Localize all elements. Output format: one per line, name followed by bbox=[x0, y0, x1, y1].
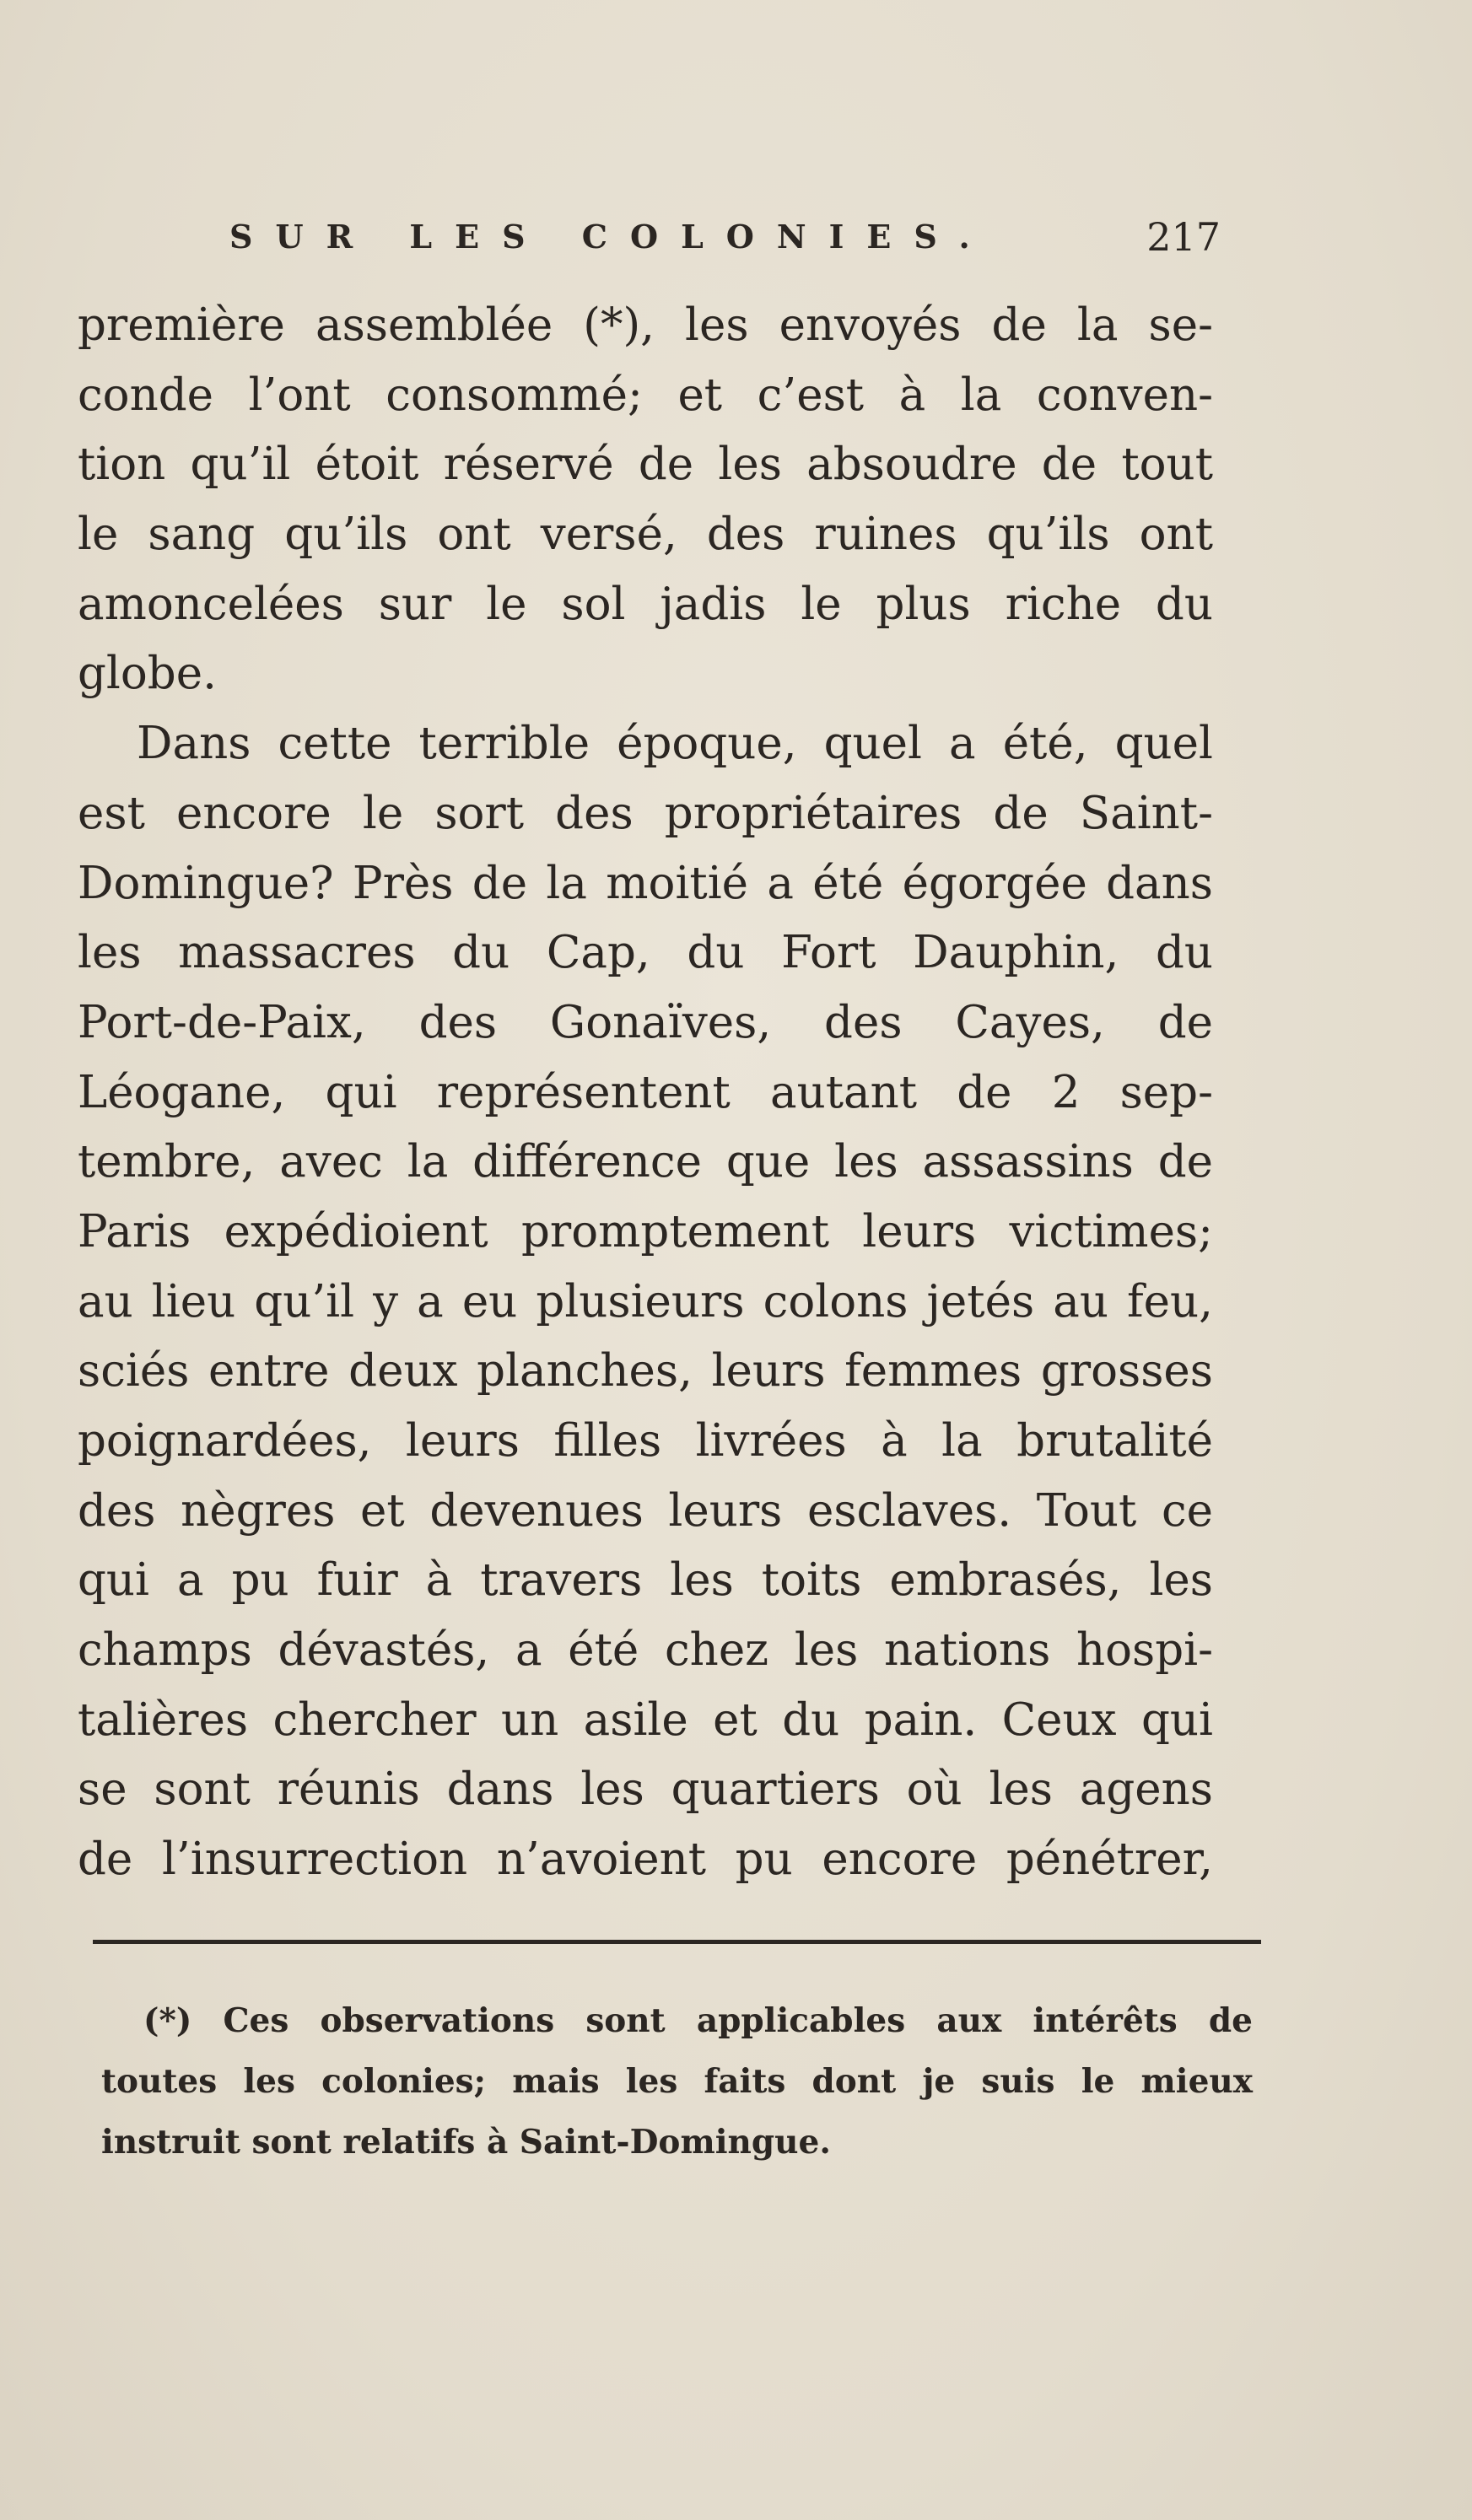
text-line: amoncelées sur le sol jadis le plus riche du bbox=[78, 578, 1213, 630]
text-line: au lieu qu’il y a eu plusieurs colons jetés au feu, bbox=[78, 1275, 1213, 1327]
running-title: SUR LES COLONIES. bbox=[229, 218, 993, 256]
text-line: les massacres du Cap, du Fort Dauphin, du bbox=[78, 927, 1213, 979]
text-line: qui a pu fuir à travers les toits embrasés, les bbox=[78, 1554, 1213, 1607]
text-line: le sang qu’ils ont versé, des ruines qu’ils ont bbox=[78, 509, 1213, 561]
text-line: première assemblée (*), les envoyés de la se- bbox=[78, 299, 1213, 351]
text-line: talières chercher un asile et du pain. Ceux qui bbox=[78, 1693, 1213, 1746]
text-line: Paris expédioient promptement leurs victimes; bbox=[78, 1205, 1213, 1257]
text-line: champs dévastés, a été chez les nations hospi- bbox=[78, 1624, 1213, 1677]
text-line: Léogane, qui représentent autant de 2 sep- bbox=[78, 1066, 1213, 1118]
text-line: Port-de-Paix, des Gonaïves, des Cayes, de bbox=[78, 996, 1213, 1048]
footnote-rule bbox=[93, 1940, 1261, 1944]
text-line: globe. bbox=[78, 648, 217, 700]
text-line: Domingue? Près de la moitié a été égorgée dans bbox=[78, 857, 1213, 909]
footnote-line: instruit sont relatifs à Saint-Domingue. bbox=[101, 2123, 831, 2162]
text-line: est encore le sort des propriétaires de Saint- bbox=[78, 787, 1213, 839]
footnote-line: toutes les colonies; mais les faits dont je suis le mieux bbox=[101, 2062, 1253, 2101]
text-line: sciés entre deux planches, leurs femmes grosses bbox=[78, 1345, 1213, 1397]
text-line: de l’insurrection n’avoient pu encore pénétrer, bbox=[78, 1833, 1213, 1886]
text-line: tembre, avec la différence que les assassins de bbox=[78, 1136, 1213, 1188]
text-line: Dans cette terrible époque, quel a été, quel bbox=[137, 718, 1213, 770]
text-line: se sont réunis dans les quartiers où les agens bbox=[78, 1763, 1213, 1816]
footnote bbox=[101, 1990, 1253, 2173]
text-line: des nègres et devenues leurs esclaves. Tout ce bbox=[78, 1484, 1213, 1537]
text-line: poignardées, leurs filles livrées à la brutalité bbox=[78, 1415, 1213, 1467]
footnote-line: (*) Ces observations sont applicables aux intérêts de bbox=[143, 2001, 1253, 2040]
text-line: conde l’ont consommé; et c’est à la conven- bbox=[78, 369, 1213, 421]
page-number: 217 bbox=[1146, 214, 1221, 260]
body-text bbox=[78, 291, 1213, 1895]
running-header bbox=[229, 214, 1221, 268]
text-line: tion qu’il étoit réservé de les absoudre de tout bbox=[78, 439, 1213, 491]
